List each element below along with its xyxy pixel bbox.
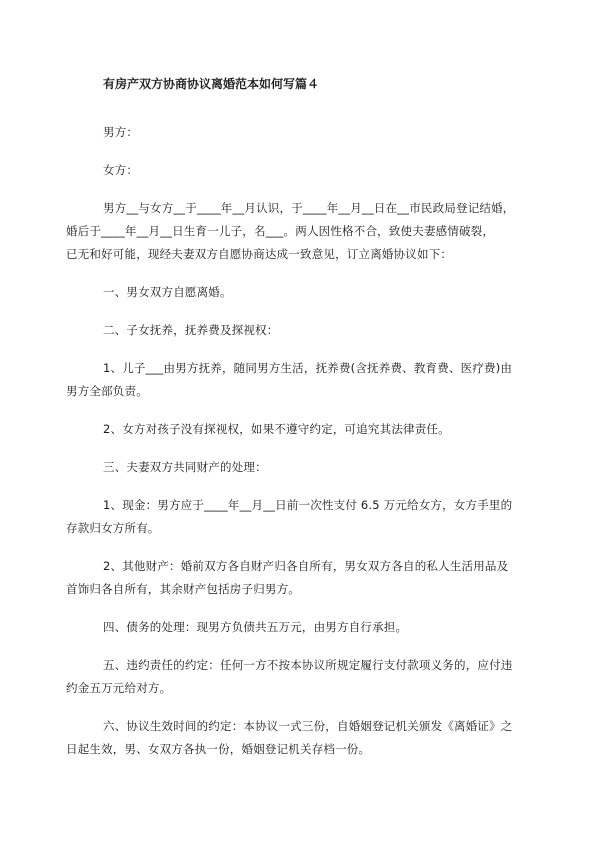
paragraph	[66, 494, 555, 540]
paragraph-line: 存款归女方所有。	[66, 521, 160, 535]
paragraph-line: 婚后于____年__月__日生育一儿子，名___。两人因性格不合，致使夫妻感情破裂，	[66, 224, 495, 238]
paragraph-line: 六、协议生效时间的约定：本协议一式三份，自婚姻登记机关颁发《离婚证》之	[103, 719, 513, 733]
paragraph	[66, 357, 555, 403]
paragraph	[103, 418, 555, 441]
paragraph-line: 1、现金：男方应于____年__月__日前一次性支付 6.5 万元给女方，女方手里的	[103, 498, 513, 512]
paragraph	[103, 159, 555, 182]
document-title: 有房产双方协商协议离婚范本如何写篇４	[103, 77, 320, 91]
paragraph-line: 四、债务的处理：现男方负债共五万元，由男方自行承担。	[103, 620, 408, 634]
paragraph-line: 三、夫妻双方共同财产的处理：	[103, 460, 267, 474]
paragraph	[103, 319, 555, 342]
paragraph-line: 女方：	[103, 163, 139, 177]
document-body	[66, 121, 555, 761]
paragraph-line: 已无和好可能，现经夫妻双方自愿协商达成一致意见，订立离婚协议如下：	[66, 247, 453, 261]
paragraph-line: 二、子女抚养，抚养费及探视权：	[103, 323, 279, 337]
paragraph-line: 五、违约责任的约定：任何一方不按本协议所规定履行支付款项义务的，应付违	[103, 658, 513, 672]
paragraph-line: 男方__与女方__于____年__月认识，于____年__月__日在__市民政局登记结婚，	[103, 201, 515, 215]
paragraph	[66, 555, 555, 601]
paragraph	[103, 281, 555, 304]
paragraph-line: 2、其他财产：婚前双方各自财产归各自所有，男女双方各自的私人生活用品及	[103, 559, 509, 573]
paragraph-line: 约金五万元给对方。	[66, 681, 172, 695]
paragraph	[103, 121, 555, 144]
paragraph-line: 首饰归各自所有，其余财产包括房子归男方。	[66, 582, 300, 596]
paragraph-line: 2、女方对孩子没有探视权，如果不遵守约定，可追究其法律责任。	[103, 422, 450, 436]
paragraph	[66, 715, 555, 761]
paragraph-line: 1、儿子___由男方抚养，随同男方生活，抚养费(含抚养费、教育费、医疗费)由	[103, 361, 513, 375]
paragraph-line: 男方全部负责。	[66, 384, 148, 398]
paragraph-line: 一、男女双方自愿离婚。	[103, 285, 232, 299]
paragraph-line: 日起生效，男、女双方各执一份，婚姻登记机关存档一份。	[66, 742, 371, 756]
paragraph	[103, 456, 555, 479]
paragraph	[103, 616, 555, 639]
paragraph-line: 男方：	[103, 125, 139, 139]
paragraph	[66, 197, 555, 266]
paragraph	[66, 654, 555, 700]
